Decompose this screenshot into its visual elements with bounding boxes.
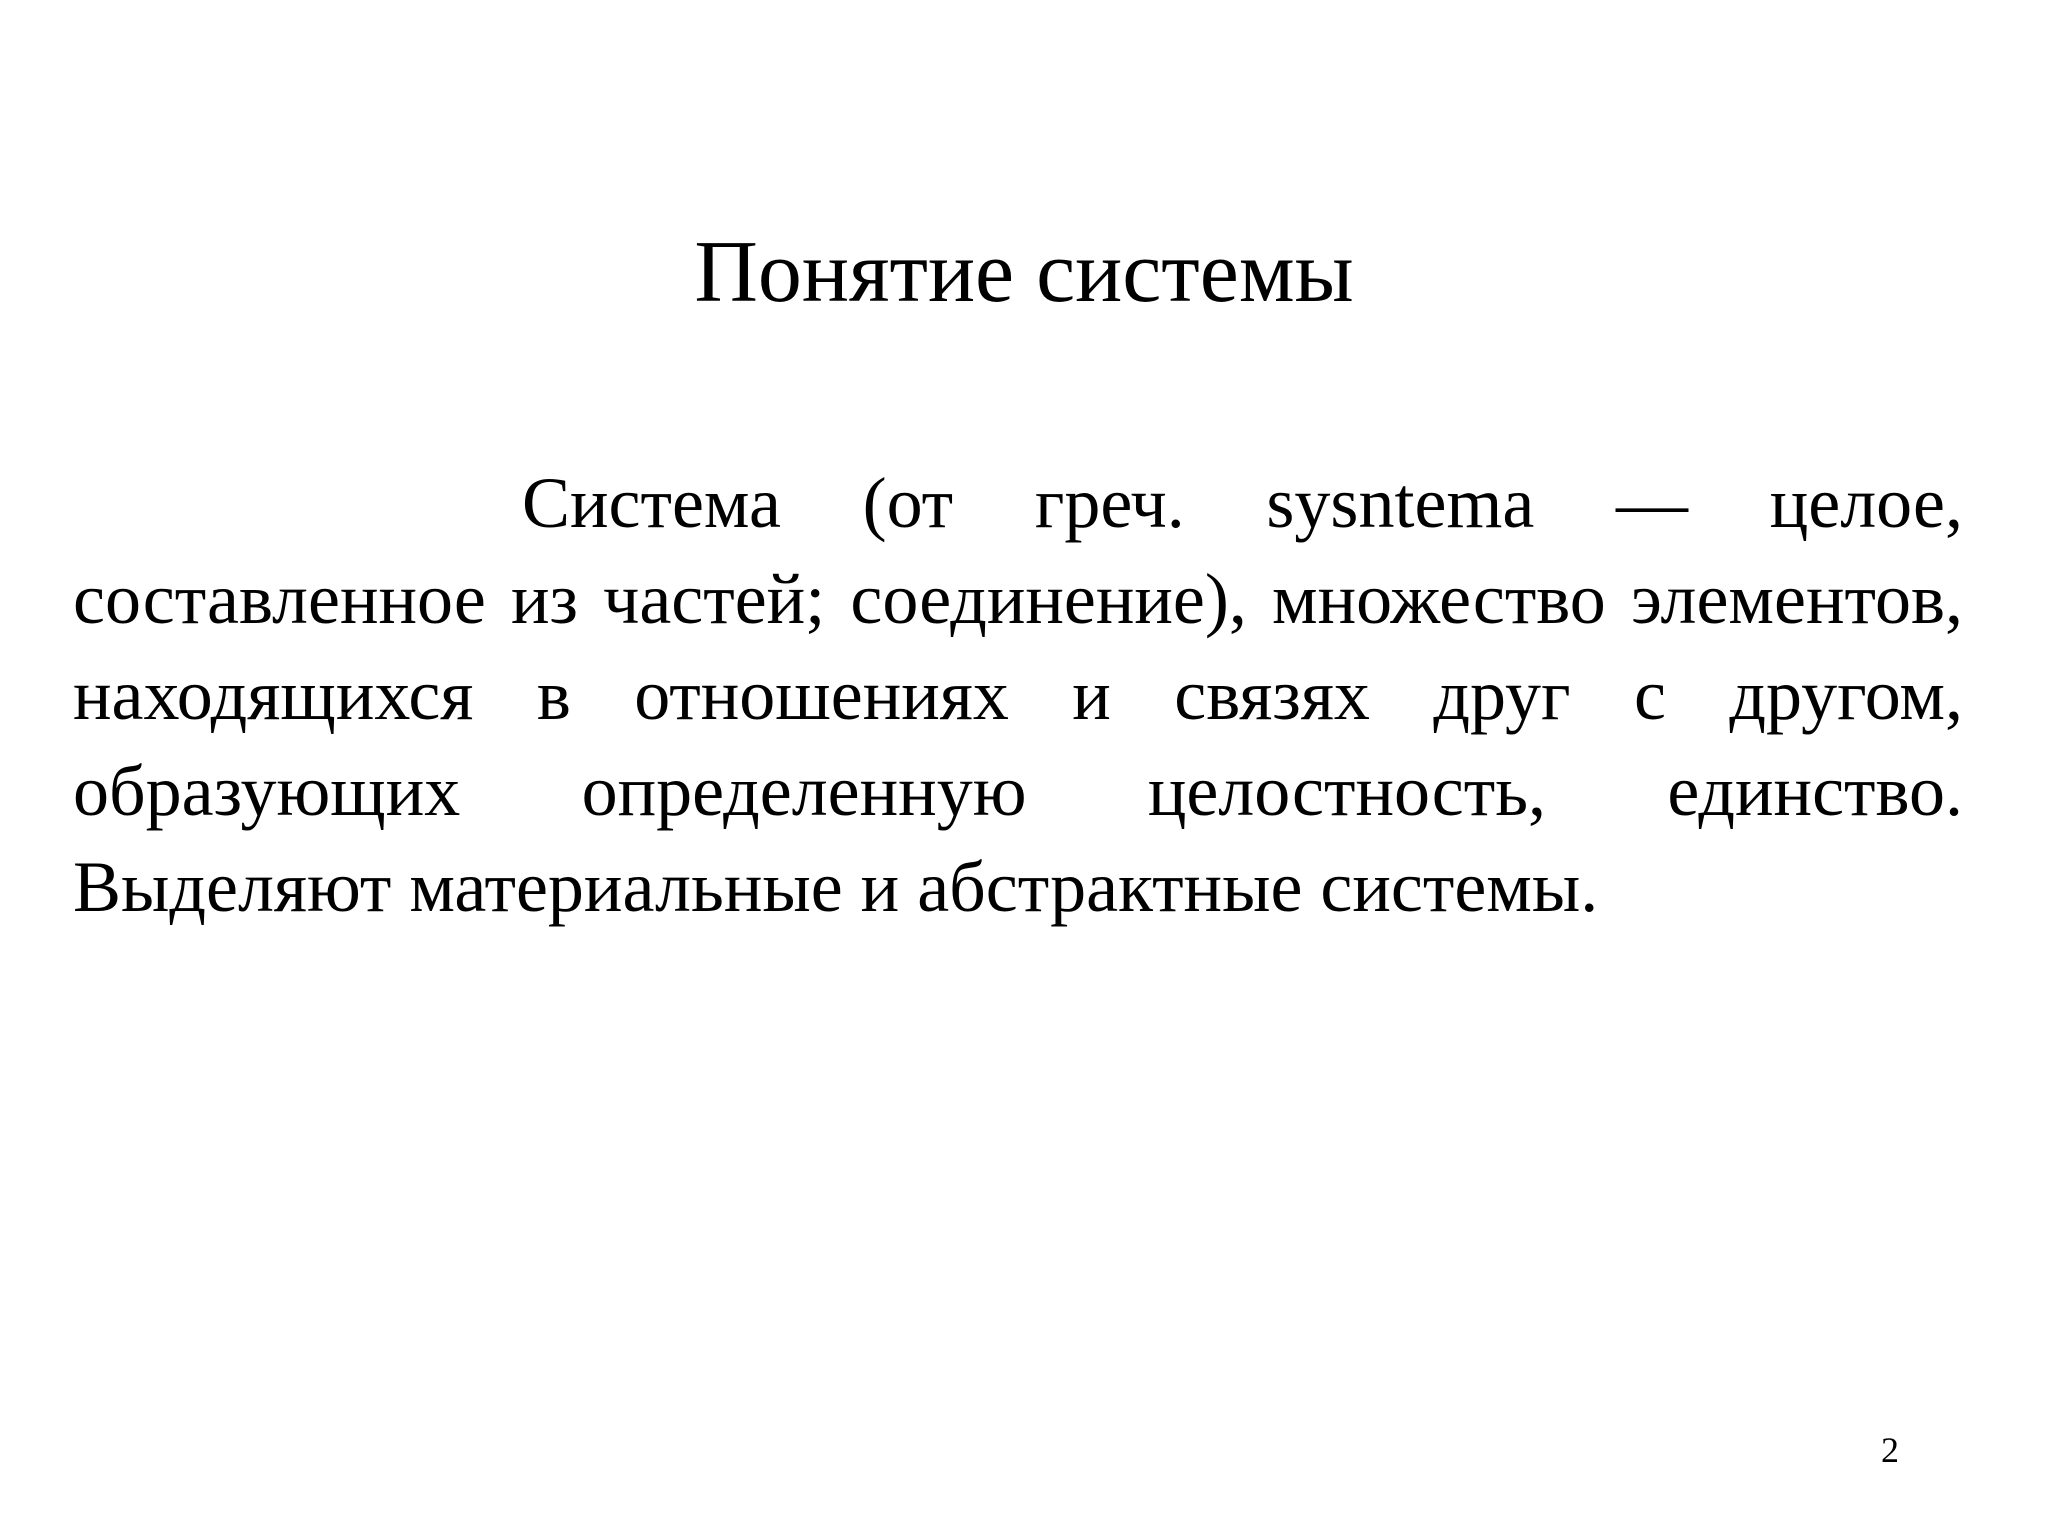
- definition-paragraph: Система (от греч. sysntema — целое, составленное из частей; соединение), множество элементов, находящихся в отношениях и связях друг с другом, образующих определенную целостность, единство. Выделяют материальные и абстрактные системы.: [73, 463, 1963, 927]
- page-number: 2: [1881, 1430, 1899, 1470]
- slide-title: Понятие системы: [694, 224, 1354, 321]
